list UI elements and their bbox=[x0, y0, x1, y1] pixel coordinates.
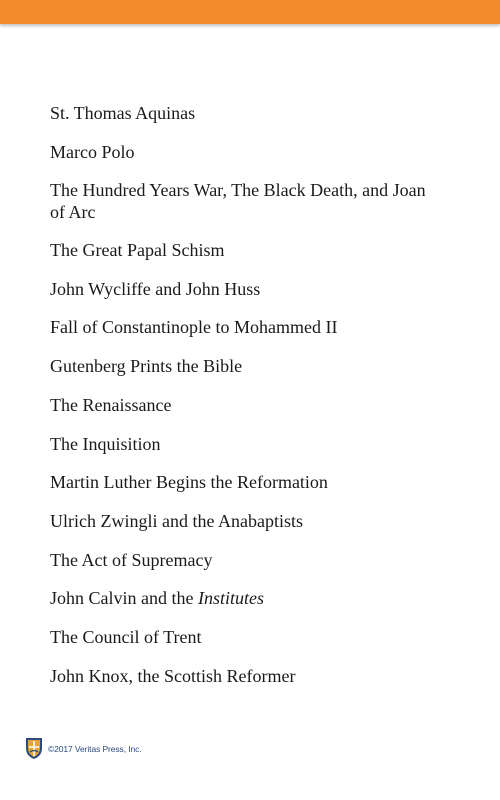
footer bbox=[24, 735, 142, 761]
topic-item: The Great Papal Schism bbox=[50, 240, 225, 261]
topic-item: St. Thomas Aquinas bbox=[50, 103, 196, 123]
topic-item: The Inquisition bbox=[50, 433, 161, 454]
topic-item-line: The Hundred Years War, The Black Death, and Joan bbox=[50, 180, 426, 201]
veritas-shield-logo-icon bbox=[24, 736, 44, 760]
topic-item: John Wycliffe and John Huss bbox=[50, 278, 261, 299]
copyright-text: ©2017 Veritas Press, Inc. bbox=[48, 744, 142, 754]
topic-item: John Knox, the Scottish Reformer bbox=[50, 665, 296, 686]
topic-item: The Council of Trent bbox=[50, 626, 202, 647]
topic-item: The Act of Supremacy bbox=[50, 549, 213, 570]
topic-item bbox=[50, 584, 480, 623]
topic-item-text: John Calvin and the bbox=[50, 588, 198, 609]
top-accent-bar bbox=[0, 0, 500, 24]
topic-item: Martin Luther Begins the Reformation bbox=[50, 472, 328, 493]
topic-item bbox=[50, 176, 480, 236]
topic-item: The Renaissance bbox=[50, 394, 172, 415]
topic-list bbox=[50, 99, 480, 700]
topic-item-italic-title: Institutes bbox=[197, 588, 264, 609]
topic-item: Fall of Constantinople to Mohammed II bbox=[50, 317, 338, 338]
topic-item-line: of Arc bbox=[50, 202, 96, 223]
topic-item: Gutenberg Prints the Bible bbox=[50, 356, 243, 377]
topic-item: Ulrich Zwingli and the Anabaptists bbox=[50, 510, 303, 531]
topic-item: Marco Polo bbox=[50, 141, 135, 162]
